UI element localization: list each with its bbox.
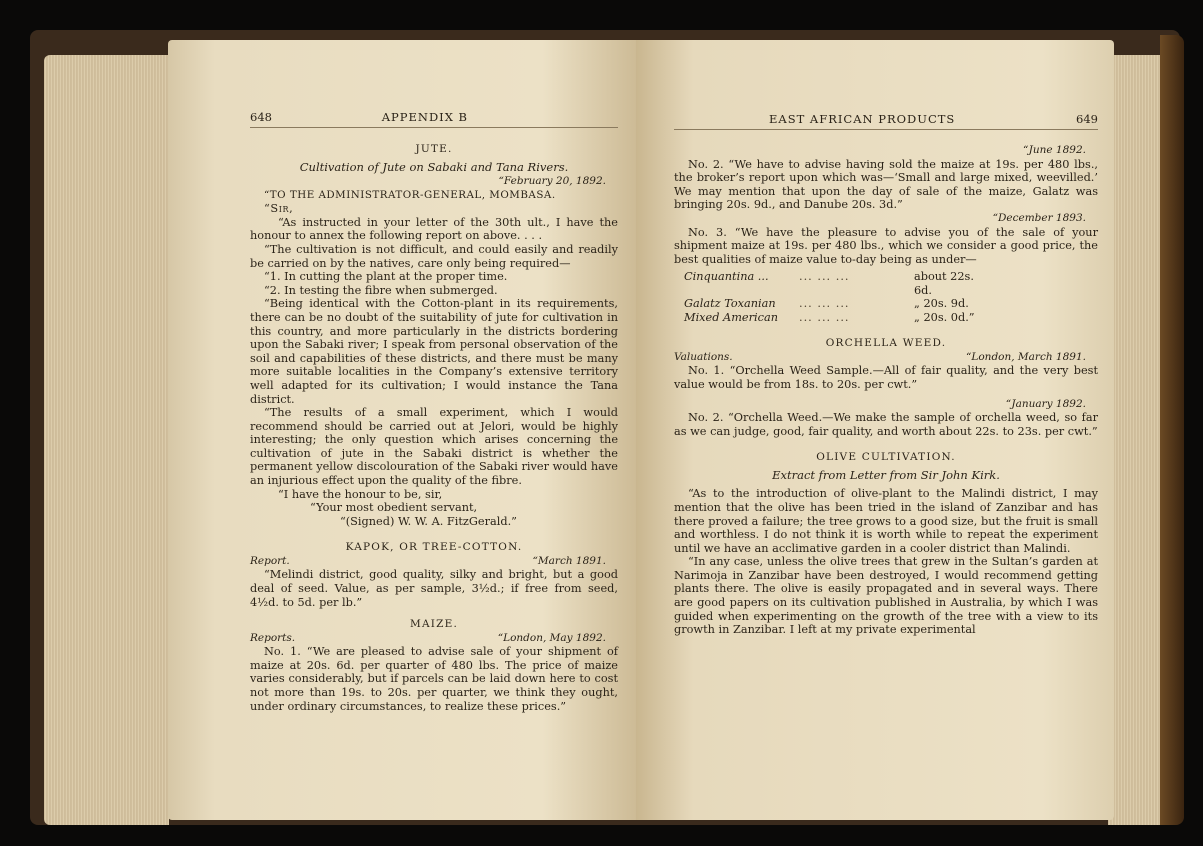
- right-page: [636, 40, 1114, 820]
- grade-name: Galatz Toxanian: [684, 297, 776, 311]
- price-row: [684, 270, 984, 297]
- section-heading: ORCHELLA WEED.: [825, 337, 947, 350]
- running-head-right: [674, 112, 1098, 130]
- report-label: Reports.: [250, 632, 296, 645]
- report-date: “March 1891.: [532, 555, 606, 568]
- grade-price: about 22s. 6d.: [914, 270, 974, 297]
- paragraph: No. 1. “Orchella Weed Sample.—All of fair quality, and the very best value would be from 18s. to 20s. per cwt.”: [674, 364, 1098, 391]
- page-number: 649: [1076, 112, 1098, 126]
- paragraph: “The cultivation is not difficult, and could easily and readily be carried on by the natives, care only being required—: [250, 242, 618, 270]
- report-date: “December 1893.: [992, 211, 1086, 224]
- paragraph: No. 3. “We have the pleasure to advise you of the sale of your shipment maize at 19s. per 480 lbs., which we consider a good price, the best qualities of maize value to-day being as under—: [674, 225, 1098, 266]
- report-line: [674, 350, 1098, 364]
- leader-dots: ... ... ...: [799, 310, 850, 324]
- report-date: “June 1892.: [1023, 144, 1086, 156]
- report-date: “London, March 1891.: [966, 351, 1086, 364]
- paragraph: “The results of a small experiment, which I would recommend should be carried out at Jelori, would be highly interesting; the only question which arises concerning the cultivation of jute in the Sabaki district is whether the permanent yellow discolouration of the Sabaki river would have an injurious effect upon the quality of the fibre.: [250, 406, 618, 488]
- letter-address: “TO THE ADMINISTRATOR-GENERAL, MOMBASA.: [264, 188, 556, 201]
- leader-dots: ... ... ...: [799, 297, 850, 311]
- paragraph: “1. In cutting the plant at the proper time.: [264, 270, 508, 284]
- page-edges-left: [44, 55, 169, 825]
- paragraph: No. 2. “We have to advise having sold the maize at 19s. per 480 lbs., the broker’s report upon which was—‘Small and large mixed, weevilled.’ We may mention that upon the day of sale of the maize, Galatz was bringing 20s. 9d., and Danube 20s. 3d.”: [674, 157, 1098, 212]
- paragraph: “Melindi district, good quality, silky and bright, but a good deal of seed. Value, as per sample, 3½d.; if free from seed, 4½d. to 5d. per lb.”: [250, 568, 618, 609]
- price-table: [684, 270, 984, 324]
- letter-signature: “(Signed) W. W. A. FitzGerald.”: [340, 514, 517, 528]
- letter-salutation: “Sir,: [264, 202, 294, 216]
- paragraph: No. 2. “Orchella Weed.—We make the sample of orchella weed, so far as we can judge, good, fair quality, and worth about 22s. to 23s. per cwt.”: [674, 411, 1098, 438]
- letter-closing: “I have the honour to be, sir,: [278, 487, 443, 501]
- section-heading: KAPOK, OR TREE-COTTON.: [345, 541, 523, 554]
- report-line: [250, 554, 618, 568]
- letter-date: “February 20, 1892.: [498, 175, 606, 187]
- report-label: Report.: [250, 555, 290, 568]
- olive-section: [674, 450, 1098, 637]
- report-date: “January 1892.: [1005, 397, 1086, 410]
- grade-price: „ 20s. 0d.”: [914, 310, 975, 324]
- section-heading: MAIZE.: [410, 618, 458, 631]
- paragraph: “2. In testing the fibre when submerged.: [264, 283, 498, 297]
- kapok-section: [250, 540, 618, 609]
- page-edges-right: [1108, 55, 1166, 825]
- section-subtitle: Cultivation of Jute on Sabaki and Tana Rivers.: [299, 160, 569, 174]
- page-number: 648: [250, 110, 272, 124]
- maize-section: [250, 617, 618, 713]
- report-label: Valuations.: [674, 351, 733, 364]
- running-title: EAST AFRICAN PRODUCTS: [769, 112, 956, 126]
- section-subtitle: Extract from Letter from Sir John Kirk.: [772, 468, 1000, 483]
- report-line: [250, 631, 618, 645]
- maize-continued: [674, 144, 1098, 324]
- paragraph: No. 1. “We are pleased to advise sale of your shipment of maize at 20s. 6d. per quarter of 480 lbs. The price of maize varies considerably, but if parcels can be laid down here to cost not more than 19s. to 20s. per quarter, we think they ought, under ordinary circumstances, to realize these prices.”: [250, 645, 618, 713]
- orchella-section: [674, 336, 1098, 438]
- running-title: APPENDIX B: [381, 110, 468, 124]
- paragraph: “In any case, unless the olive trees that grew in the Sultan’s garden at Narimoja in Zanzibar have been destroyed, I would recommend getting plants there. The olive is easily propagated and in several ways. There are good papers on its cultivation published in Australia, by which I was guided when experimenting on the growth of the tree with a view to its growth in Zanzibar. I left at my private experimental: [674, 555, 1098, 637]
- running-head-left: [250, 110, 618, 128]
- leader-dots: ... ... ...: [799, 270, 850, 284]
- price-row: [684, 297, 984, 311]
- grade-name: Mixed American: [684, 310, 778, 324]
- grade-price: „ 20s. 9d.: [914, 297, 969, 311]
- grade-name: Cinquantina ...: [684, 270, 769, 284]
- section-heading: JUTE.: [415, 143, 453, 155]
- jute-section: [250, 142, 618, 528]
- report-date: “London, May 1892.: [497, 632, 606, 645]
- letter-closing: “Your most obedient servant,: [310, 501, 478, 515]
- section-heading: OLIVE CULTIVATION.: [816, 451, 956, 464]
- cover-edge-right: [1160, 35, 1184, 825]
- paragraph: “Being identical with the Cotton-plant in its requirements, there can be no doubt of the suitability of jute for cultivation in this country, and more particularly in the districts bordering upon the Sabaki river; I speak from personal observation of the soil and capabilities of these districts, and there must be many more suitable localities in the Company’s extensive territory well adapted for its cultivation; I would instance the Tana district.: [250, 297, 618, 406]
- paragraph: “As instructed in your letter of the 30th ult., I have the honour to annex the following report on above. . . .: [250, 215, 618, 243]
- left-page: [168, 40, 636, 820]
- price-row: [684, 311, 984, 325]
- paragraph: “As to the introduction of olive-plant to the Malindi district, I may mention that the olive has been tried in the island of Zanzibar and has there proved a failure; the tree grows to a good size, but the fruit is small and worthless. I do not think it is worth while to repeat the experiment until we have an acclimative garden in a cooler district than Malindi.: [674, 487, 1098, 555]
